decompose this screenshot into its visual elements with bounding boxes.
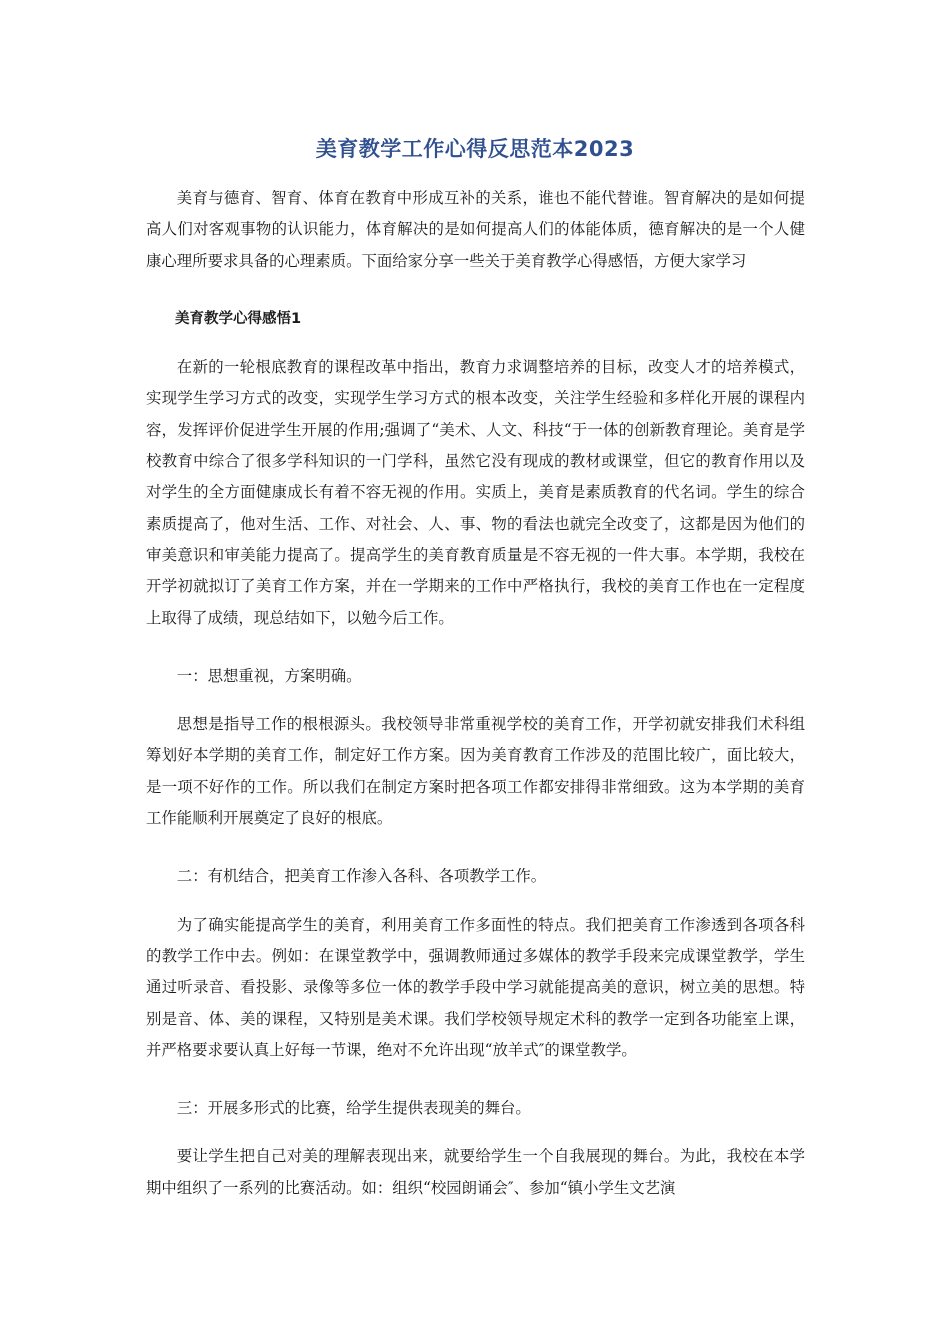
point-body-1: 思想是指导工作的根根源头。我校领导非常重视学校的美育工作，开学初就安排我们术科组筹划好本学期的美育工作，制定好工作方案。因为美育教育工作涉及的范围比较广，面比较大，是一项不好作的工作。所以我们在制定方案时把各项工作都安排得非常细致。这为本学期的美育工作能顺利开展奠定了良好的根底。 <box>146 715 805 828</box>
document-body <box>146 183 805 1231</box>
point-heading-3: 三：开展多形式的比赛，给学生提供表现美的舞台。 <box>176 1099 531 1118</box>
document-title: 美育教学工作心得反思范本2023 <box>315 137 635 161</box>
section-heading: 美育教学心得感悟1 <box>175 310 302 327</box>
point-heading-1: 一：思想重视，方案明确。 <box>176 666 362 685</box>
point-heading-2: 二：有机结合，把美育工作渗入各科、各项教学工作。 <box>176 867 547 886</box>
section-paragraph: 在新的一轮根底教育的课程改革中指出，教育力求调整培养的目标，改变人才的培养模式，实现学生学习方式的改变，实现学生学习方式的根本改变，关注学生经验和多样化开展的课程内容，发挥评价促进学生开展的作用;强调了“美术、人文、科技“于一体的创新教育理论。美育是学校教育中综合了很多学科知识的一门学科，虽然它没有现成的教材或课堂，但它的教育作用以及对学生的全方面健康成长有着不容无视的作用。实质上，美育是素质教育的代名词。学生的综合素质提高了，他对生活、工作、对社会、人、事、物的看法也就完全改变了，这都是因为他们的审美意识和审美能力提高了。提高学生的美育教育质量是不容无视的一件大事。本学期，我校在开学初就拟订了美育工作方案，并在一学期来的工作中严格执行，我校的美育工作也在一定程度上取得了成绩，现总结如下，以勉今后工作。 <box>146 358 805 627</box>
intro-paragraph: 美育与德育、智育、体育在教育中形成互补的关系，谁也不能代替谁。智育解决的是如何提高人们对客观事物的认识能力，体育解决的是如何提高人们的体能体质，德育解决的是一个人健康心理所要求具备的心理素质。下面给家分享一些关于美育教学心得感悟，方便大家学习 <box>146 189 805 270</box>
point-body-3: 要让学生把自己对美的理解表现出来，就要给学生一个自我展现的舞台。为此，我校在本学期中组织了一系列的比赛活动。如：组织“校园朗诵会″、参加“镇小学生文艺演 <box>146 1147 805 1197</box>
point-body-2: 为了确实能提高学生的美育，利用美育工作多面性的特点。我们把美育工作渗透到各项各科的教学工作中去。例如：在课堂教学中，强调教师通过多媒体的教学手段来完成课堂教学，学生通过听录音、看投影、录像等多位一体的教学手段中学习就能提高美的意识，树立美的思想。特别是音、体、美的课程，又特别是美术课。我们学校领导规定术科的教学一定到各功能室上课，并严格要求要认真上好每一节课，绝对不允许出现“放羊式″的课堂教学。 <box>146 915 805 1059</box>
